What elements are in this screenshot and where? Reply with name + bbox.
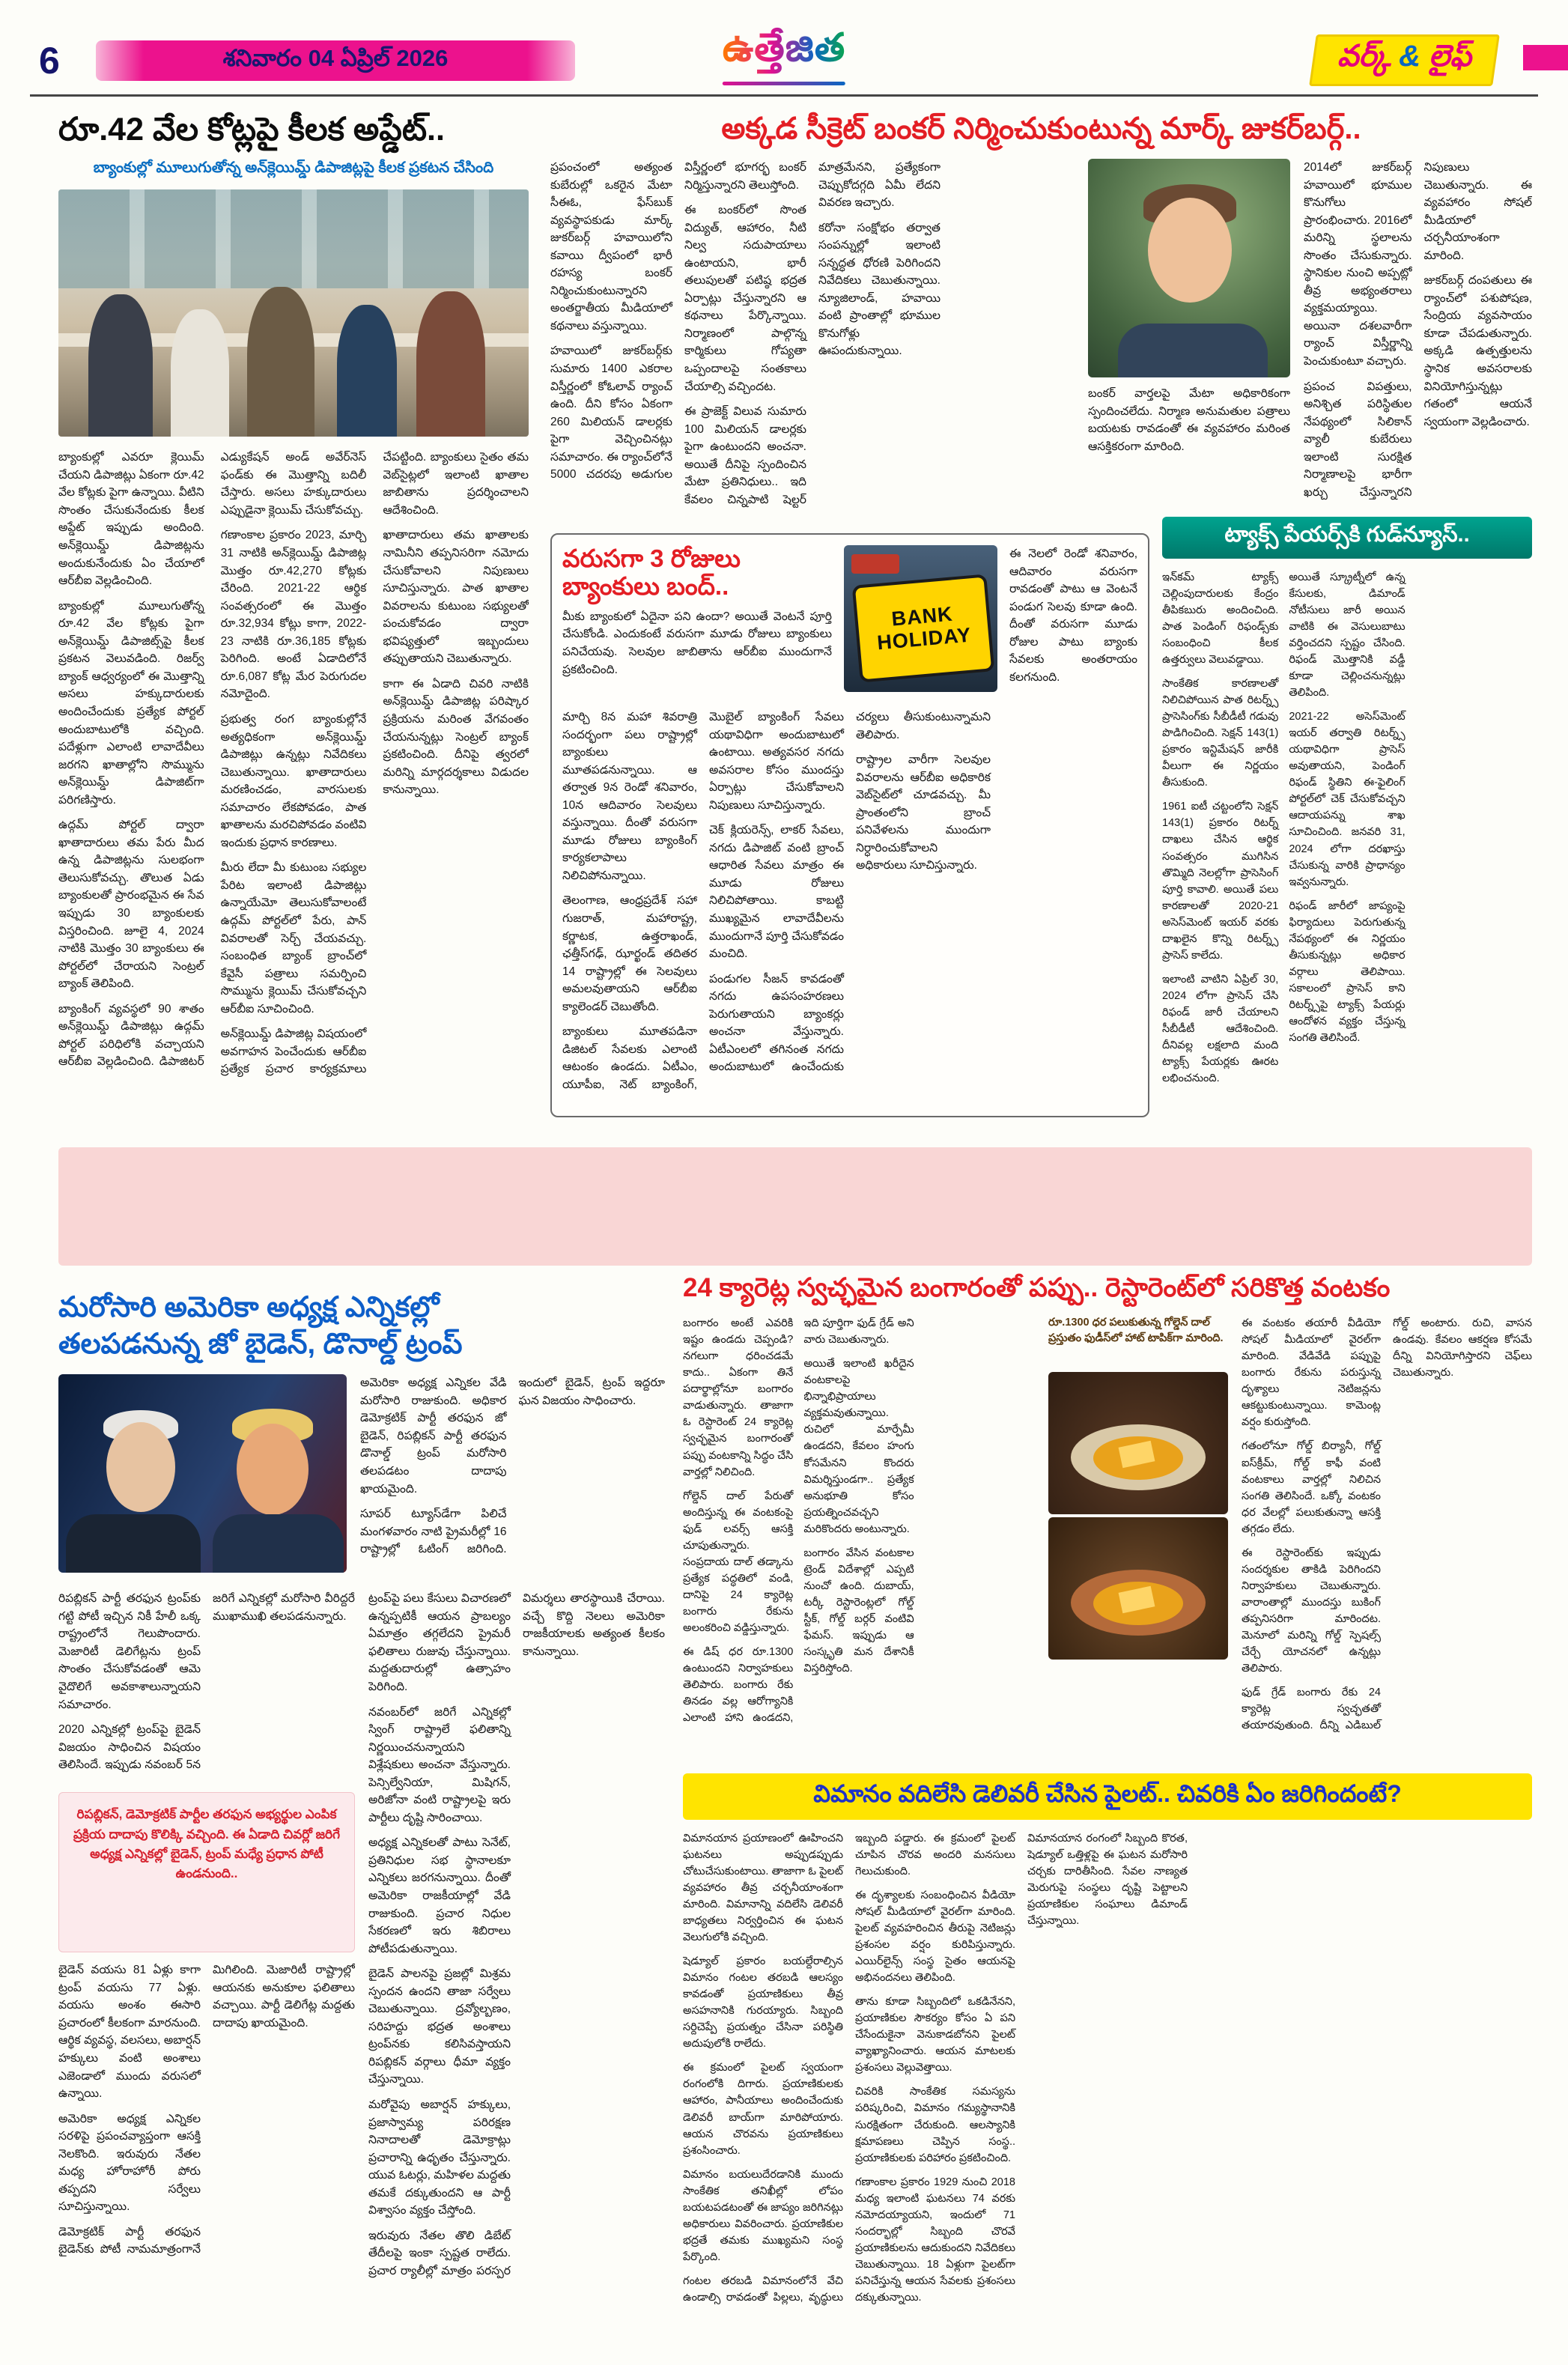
body-paragraph: గణాంకాల ప్రకారం 1929 నుంచి 2018 మధ్య ఇలాంటి ఘటనలు 74 వరకు నమోదయ్యాయని, ఇందులో 71 సందర్భాల్లో సిబ్బంది చొరవే ప్రయాణికులను ఆదుకుందని నివేదికలు చెబుతున్నాయి. 18 ఏళ్లుగా పైలట్‌గా పనిచేస్తున్న ఆయన సేవలకు ప్రశంసలు దక్కుతున్నాయి. xyxy=(855,2176,1015,2304)
body-paragraph: గోల్డెన్ దాల్ పేరుతో అందిస్తున్న ఈ వంటకంపై ఫుడ్ లవర్స్ ఆసక్తి చూపుతున్నారు. సంప్రదాయ దాల్ తడ్కాను ప్రత్యేక పద్ధతిలో వండి, దానిపై 24 క్యారెట్ల బంగారు రేకును అలంకరించి వడ్డిస్తున్నారు. xyxy=(683,1490,794,1634)
body-paragraph: గతంలోనూ గోల్డ్ బిర్యానీ, గోల్డ్ ఐస్‌క్రీమ్, గోల్డ్ కాఫీ వంటి వంటకాలు వార్తల్లో నిలిచిన సంగతి తెలిసిందే. ఒక్కో వంటకం ధర వేలల్లో పలుకుతున్నా ఆసక్తి తగ్గడం లేదు. xyxy=(1242,1440,1381,1535)
badge-word-right: లైఫ్ xyxy=(1420,40,1471,73)
date-text: శనివారం 04 ఏప్రిల్ 2026 xyxy=(222,44,449,71)
body-paragraph: పండుగల సీజన్ కావడంతో నగదు ఉపసంహరణలు పెరుగుతాయని బ్యాంకర్లు అంచనా వేస్తున్నారు. ఏటీఎంలలో తగినంత నగదు అందుబాటులో ఉంచేందుకు చర్యలు తీసుకుంటున్నామని తెలిపారు. xyxy=(709,711,991,1074)
body-paragraph: షెడ్యూల్ ప్రకారం బయల్దేరాల్సిన విమానం గంటల తరబడి ఆలస్యం కావడంతో ప్రయాణికులు తీవ్ర అసహనానికి గురయ్యారు. సిబ్బంది సర్దిచెప్పే ప్రయత్నం చేసినా పరిస్థితి అదుపులోకి రాలేదు. xyxy=(683,1955,843,2050)
article-pilot xyxy=(683,1773,1532,2313)
person-silhouette xyxy=(88,294,153,437)
body-paragraph: అయితే ఇలాంటి ఖరీదైన వంటకాలపై భిన్నాభిప్రాయాలు వ్యక్తమవుతున్నాయి. రుచిలో మార్పేమీ ఉండదని, కేవలం హంగు కోసమేనని కొందరు విమర్శిస్తుండగా.. ప్రత్యేక అనుభూతి కోసం ప్రయత్నించవచ్చని మరికొందరు అంటున్నారు. xyxy=(803,1358,914,1535)
page-number: 6 xyxy=(39,40,60,82)
body-paragraph: ప్రపంచ విపత్తులు, అనిశ్చిత పరిస్థితుల నేపథ్యంలో సిలికాన్ వ్యాలీ కుబేరులు ఇలాంటి సురక్షిత నిర్మాణాలపై భారీగా ఖర్చు చేస్తున్నారని నిపుణులు చెబుతున్నారు. ఈ వ్యవహారం సోషల్ మీడియాలో చర్చనీయాంశంగా మారింది. xyxy=(1304,161,1532,499)
masthead-logo xyxy=(723,25,845,85)
date-banner xyxy=(96,40,575,81)
body-paragraph: ఉద్గమ్ పోర్టల్ ద్వారా ఖాతాదారులు తమ పేరు మీద ఉన్న డిపాజిట్లను సులభంగా తెలుసుకోవచ్చు. తొలుత ఏడు బ్యాంకులతో ప్రారంభమైన ఈ సేవ ఇప్పుడు 30 బ్యాంకులకు విస్తరించింది. జూలై 4, 2024 నాటికి మొత్తం 30 బ్యాంకులు ఈ పోర్టల్‌లో చేరాయని సెంట్రల్ బ్యాంక్ తెలిపింది. xyxy=(58,819,204,991)
bank-holiday-headline: వరుసగా 3 రోజులు బ్యాంకులు బంద్.. xyxy=(562,544,741,600)
body-paragraph: బంగారం అంటే ఎవరికి ఇష్టం ఉండదు చెప్పండి? నగలుగా ధరించడమే కాదు.. ఏకంగా తినే పదార్థాల్లోనూ బంగారం వాడుతున్నారు. తాజాగా ఓ రెస్టారెంట్ 24 క్యారెట్ల స్వచ్ఛమైన బంగారంతో పప్పు వంటకాన్ని సిద్ధం చేసి వార్తల్లో నిలిచింది. xyxy=(683,1317,794,1478)
body-paragraph: ఈ క్రమంలో పైలట్ స్వయంగా రంగంలోకి దిగారు. ప్రయాణికులకు ఆహారం, పానీయాలు అందించేందుకు డెలివరీ బాయ్‌గా మారిపోయారు. ఆయన చొరవను ప్రయాణికులు ప్రశంసించారు. xyxy=(683,2062,843,2157)
bank-customers-photo xyxy=(58,189,529,437)
body-paragraph: ప్రపంచంలో అత్యంత కుబేరుల్లో ఒకరైన మేటా సీఈఓ, ఫేస్‌బుక్ వ్యవస్థాపకుడు మార్క్ జుకర్‌బర్గ్ హవాయిలోని కవాయి ద్వీపంలో భారీ రహస్య బంకర్ నిర్మించుకుంటున్నారని అంతర్జాతీయ మీడియాలో కథనాలు వస్తున్నాయి. xyxy=(550,161,672,333)
body-paragraph: 1961 ఐటీ చట్టంలోని సెక్షన్ 143(1) ప్రకారం రిటర్న్ దాఖలు చేసిన ఆర్థిక సంవత్సరం ముగిసిన తొమ్మిది నెలల్లోగా ప్రాసెసింగ్ పూర్తి కావాలి. అయితే పలు కారణాలతో 2020-21 అసెస్‌మెంట్ ఇయర్ వరకు దాఖలైన కొన్ని రిటర్న్స్ ప్రాసెస్ కాలేదు. xyxy=(1162,801,1279,962)
body-paragraph: జుకర్‌బర్గ్ దంపతులు ఈ ర్యాంచ్‌లో పశుపోషణ, సేంద్రియ వ్యవసాయం కూడా చేపడుతున్నారు. అక్కడి ఉత్పత్తులను స్థానిక అవసరాలకు వినియోగిస్తున్నట్లు గతంలో ఆయనే స్వయంగా వెల్లడించారు. xyxy=(1423,274,1532,428)
zuckerberg-body-mid xyxy=(1088,385,1290,497)
body-paragraph: బంకర్ వార్తలపై మేటా అధికారికంగా స్పందించలేదు. నిర్మాణ అనుమతుల పత్రాలు బయటకు రావడంతో ఈ వ్యవహారం మరింత ఆసక్తికరంగా మారింది. xyxy=(1088,387,1290,453)
sign-line-2: HOLIDAY xyxy=(876,623,973,655)
article-deposits xyxy=(58,112,529,1085)
bus-icon xyxy=(851,554,899,574)
body-paragraph: కాగా ఈ ఏడాది చివరి నాటికి అన్‌క్లెయిమ్డ్ డిపాజిట్ల పరిష్కార ప్రక్రియను మరింత వేగవంతం చేయనున్నట్లు సెంట్రల్ బ్యాంక్ ప్రకటించింది. దీనిపై త్వరలో మరిన్ని మార్గదర్శకాలు విడుదల కానున్నాయి. xyxy=(383,677,529,797)
us-election-headline xyxy=(58,1290,665,1362)
body-paragraph: బైడెన్ వయసు 81 ఏళ్లు కాగా ట్రంప్ వయసు 77 ఏళ్లు. వయసు అంశం ఈసారి ప్రచారంలో కీలకంగా మారనుంది. ఆర్థిక వ్యవస్థ, వలసలు, అబార్షన్ హక్కులు వంటి అంశాలు ఎజెండాలో ముందు వరుసలో ఉన్నాయి. xyxy=(58,1964,201,2101)
portrait-face xyxy=(1148,198,1232,303)
bank-glass-partition xyxy=(58,189,529,288)
deposits-body xyxy=(58,449,529,1085)
us-headline-line2: తలపడనున్న జో బైడెన్, డొనాల్డ్ ట్రంప్ xyxy=(58,1328,463,1360)
body-paragraph: బైడెన్ పాలనపై ప్రజల్లో మిశ్రమ స్పందన ఉందని తాజా సర్వేలు చెబుతున్నాయి. ద్రవ్యోల్బణం, సరిహద్దు భద్రత అంశాలు ట్రంప్‌నకు కలిసివస్తాయని రిపబ్లికన్ వర్గాలు ధీమా వ్యక్తం చేస్తున్నాయి. xyxy=(368,1967,511,2086)
body-paragraph: బంగారం వేసిన వంటకాల ట్రెండ్ విదేశాల్లో ఎప్పటి నుంచో ఉంది. దుబాయ్, టర్కీ రెస్టారెంట్లలో గోల్డ్ స్టీక్, గోల్డ్ బర్గర్ వంటివి ఫేమస్. ఇప్పుడు ఆ సంస్కృతి మన దేశానికీ విస్తరిస్తోంది. xyxy=(803,1546,914,1675)
body-paragraph: సూపర్ ట్యూస్‌డేగా పిలిచే మంగళవారం నాటి ప్రైమరీల్లో 16 రాష్ట్రాల్లో ఓటింగ్ జరిగింది. ఇందులో బైడెన్, ట్రంప్ ఇద్దరూ ఘన విజయం సాధించారు. xyxy=(360,1376,665,1556)
deposits-headline: రూ.42 వేల కోట్లపై కీలక అప్డేట్.. xyxy=(58,112,445,148)
badge-tail-strip xyxy=(1523,45,1568,70)
us-election-pullquote: రిపబ్లికన్, డెమోక్రటిక్ పార్టీల తరఫున అభ్యర్థుల ఎంపిక ప్రక్రియ దాదాపు కొలిక్కి వచ్చింది. ఈ ఏడాది చివర్లో జరిగే అధ్యక్ష ఎన్నికల్లో బైడెన్, ట్రంప్ మధ్యే ప్రధాన పోటీ ఉండనుంది.. xyxy=(58,1792,355,1952)
taxpayers-body xyxy=(1162,569,1532,1113)
zuckerberg-headline: అక్కడ సీక్రెట్ బంకర్ నిర్మించుకుంటున్న మార్క్ జుకర్‌బర్గ్.. xyxy=(721,112,1361,145)
body-paragraph: 2021-22 అసెస్‌మెంట్ ఇయర్ తర్వాతి రిటర్న్స్ యథావిధిగా ప్రాసెస్ అవుతాయని, పెండింగ్ రిఫండ్ స్థితిని ఈ-ఫైలింగ్ పోర్టల్‌లో చెక్ చేసుకోవచ్చని ఆదాయపన్ను శాఖ సూచించింది. జనవరి 31, 2024 లోగా దరఖాస్తు చేసుకున్న వారికి ప్రాధాన్యం ఇవ్వనున్నారు. xyxy=(1289,711,1406,888)
ad-placeholder-band xyxy=(58,1147,1532,1266)
taxpayers-headline: ట్యాక్స్ పేయర్స్‌కి గుడ్‌న్యూస్.. xyxy=(1224,523,1470,547)
body-paragraph: ఈ బంకర్‌లో సొంత విద్యుత్, ఆహారం, నీటి నిల్వ సదుపాయాలు ఉంటాయని, భారీ తలుపులతో పటిష్ఠ భద్రత ఏర్పాట్లు చేస్తున్నారని ఆ కథనాలు పేర్కొన్నాయి. నిర్మాణంలో పాల్గొన్న కార్మికులు గోప్యతా ఒప్పందాలపై సంతకాలు చేయాల్సి వచ్చిందట. xyxy=(684,204,806,393)
person-silhouette xyxy=(171,309,229,437)
article-zuckerberg xyxy=(550,112,1532,511)
body-paragraph: విమానయాన రంగంలో సిబ్బంది కొరత, షెడ్యూల్ ఒత్తిళ్లపై ఈ ఘటన మరోసారి చర్చకు దారితీసింది. సేవల నాణ్యత మెరుగుపై సంస్థలు దృష్టి పెట్టాలని ప్రయాణికుల సంఘాలు డిమాండ్ చేస్తున్నాయి. xyxy=(1027,1833,1188,1928)
body-paragraph: నవంబర్‌లో జరిగే ఎన్నికల్లో స్వింగ్ రాష్ట్రాలే ఫలితాన్ని నిర్ణయించనున్నాయని విశ్లేషకులు అంచనా వేస్తున్నారు. పెన్సిల్వేనియా, మిషిగన్, అరిజోనా వంటి రాష్ట్రాలపై ఇరు పార్టీలు దృష్టి సారించాయి. xyxy=(368,1705,511,1824)
person-silhouette xyxy=(416,291,485,437)
body-paragraph: తెలంగాణ, ఆంధ్రప్రదేశ్ సహా గుజరాత్, మహారాష్ట్ర, కర్ణాటక, ఉత్తరాఖండ్, ఛత్తీస్‌గఢ్, ఝార్ఖండ్ తదితర 14 రాష్ట్రాల్లో ఈ సెలవులు అమలవుతాయని ఆర్‌బీఐ క్యాలెండర్ చెబుతోంది. xyxy=(562,894,697,1013)
body-paragraph: ఖాతాదారులు తమ ఖాతాలకు నామినీని తప్పనిసరిగా నమోదు చేసుకోవాలని నిపుణులు సూచిస్తున్నారు. పాత ఖాతాల వివరాలను కుటుంబ సభ్యులతో పంచుకోవడం ద్వారా భవిష్యత్తులో ఇబ్బందులు తప్పుతాయని చెబుతున్నారు. xyxy=(383,529,529,666)
us-election-right-cols xyxy=(368,1590,665,2294)
biden-trump-photo xyxy=(58,1374,347,1573)
body-paragraph: విమానయాన ప్రయాణంలో ఊహించని ఘటనలు అప్పుడప్పుడు చోటుచేసుకుంటాయి. తాజాగా ఓ పైలట్ వ్యవహారం తీవ్ర చర్చనీయాంశంగా మారింది. విమానాన్ని వదిలేసి డెలివరీ బాధ్యతలు నిర్వర్తించిన ఈ ఘటన వెలుగులోకి వచ్చింది. xyxy=(683,1833,843,1944)
body-paragraph: ప్రభుత్వ రంగ బ్యాంకుల్లోనే అత్యధికంగా అన్‌క్లెయిమ్డ్ డిపాజిట్లు ఉన్నట్లు నివేదికలు చెబుతున్నాయి. ఖాతాదారులు మరణించడం, వారసులకు సమాచారం లేకపోవడం, పాత ఖాతాలను మరచిపోవడం వంటివి ఇందుకు ప్రధాన కారణాలు. xyxy=(220,712,367,849)
bank-holiday-sign-photo xyxy=(844,545,997,692)
header-divider xyxy=(30,94,1538,97)
body-paragraph: విమానం బయలుదేరడానికి ముందు సాంకేతిక తనిఖీల్లో లోపం బయటపడటంతో ఈ జాప్యం జరిగినట్లు అధికారులు వివరించారు. ప్రయాణికుల భద్రతే తమకు ముఖ్యమని సంస్థ పేర్కొంది. xyxy=(683,2168,843,2263)
body-paragraph: 2014లో జుకర్‌బర్గ్ హవాయిలో భూముల కొనుగోలు ప్రారంభించారు. 2016లో మరిన్ని స్థలాలను సొంతం చేసుకున్నారు. స్థానికుల నుంచి అప్పట్లో తీవ్ర అభ్యంతరాలు వ్యక్తమయ్యాయి. అయినా దశలవారీగా ర్యాంచ్ విస్తీర్ణాన్ని పెంచుకుంటూ వచ్చారు. xyxy=(1304,161,1412,368)
body-paragraph: గణాంకాల ప్రకారం 2023, మార్చి 31 నాటికి అన్‌క్లెయిమ్డ్ డిపాజిట్ల మొత్తం రూ.42,270 కోట్లకు చేరింది. 2021-22 ఆర్థిక సంవత్సరంలో ఈ మొత్తం రూ.32,934 కోట్లు కాగా, 2022-23 నాటికి రూ.36,185 కోట్లకు పెరిగింది. అంటే ఏడాదిలోనే రూ.6,087 కోట్ల మేర పెరుగుదల నమోదైంది. xyxy=(220,529,367,701)
body-paragraph: రిఫండ్ జారీలో జాప్యంపై ఫిర్యాదులు పెరుగుతున్న నేపథ్యంలో ఈ నిర్ణయం తీసుకున్నట్లు అధికార వర్గాలు తెలిపాయి. సకాలంలో ప్రాసెస్ కాని రిటర్న్స్‌పై ట్యాక్స్ పేయర్లు ఆందోళన వ్యక్తం చేస్తున్న సంగతి తెలిసిందే. xyxy=(1289,899,1406,1044)
body-paragraph: ఇన్‌కమ్ ట్యాక్స్ చెల్లింపుదారులకు కేంద్రం తీపికబురు అందించింది. పాత పెండింగ్ రిఫండ్స్‌కు సంబంధించి కీలక ఉత్తర్వులు వెలువడ్డాయి. xyxy=(1162,571,1279,667)
holiday-sign-plate xyxy=(852,574,995,682)
badge-word-left: వర్క్ xyxy=(1337,40,1400,73)
body-paragraph: అధ్యక్ష ఎన్నికలతో పాటు సెనేట్, ప్రతినిధుల సభ స్థానాలకూ ఎన్నికలు జరగనున్నాయి. దీంతో అమెరికా రాజకీయాల్లో వేడి రాజుకుంది. ప్రచార నిధుల సేకరణలో ఇరు శిబిరాలు పోటీపడుతున్నాయి. xyxy=(368,1836,511,1955)
gold-dal-caption: రూ.1300 ధర పలుకుతున్న గోల్డెన్ దాల్ ప్రస్తుతం ఫుడీస్‌లో హాట్ టాపిక్‌గా మారింది. xyxy=(1048,1317,1224,1344)
gold-dal-body-left xyxy=(683,1315,1035,1743)
bank-holiday-lead: మీకు బ్యాంకులో ఏదైనా పని ఉందా? అయితే వెంటనే పూర్తి చేసుకోండి. ఎందుకంటే వరుసగా మూడు రోజులు బ్యాంకులు పనిచేయవు. సెలవుల జాబితాను ఆర్‌బీఐ ముందుగానే ప్రకటించింది. xyxy=(562,610,832,676)
badge-ampersand: & xyxy=(1399,40,1421,73)
body-paragraph: ఈ దృశ్యాలకు సంబంధించిన వీడియో సోషల్ మీడియాలో వైరల్‌గా మారింది. పైలట్ వ్యవహరించిన తీరుపై నెటిజన్లు ప్రశంసల వర్షం కురిపిస్తున్నారు. ఎయిర్‌లైన్స్ సంస్థ సైతం ఆయనపై అభినందనలు తెలిపింది. xyxy=(855,1889,1015,1985)
body-paragraph: రాష్ట్రాల వారీగా సెలవుల వివరాలను ఆర్‌బీఐ అధికారిక వెబ్‌సైట్‌లో చూడవచ్చు. మీ ప్రాంతంలోని బ్రాంచ్ పనివేళలను ముందుగా నిర్ధారించుకోవాలని అధికారులు సూచిస్తున్నారు. xyxy=(856,753,991,872)
body-paragraph: తాను కూడా సిబ్బందిలో ఒకడినేనని, ప్రయాణికుల సౌకర్యం కోసం ఏ పని చేసేందుకైనా వెనుకాడబోనని పైలట్ వ్యాఖ్యానించారు. ఆయన మాటలకు ప్రశంసలు వెల్లువెత్తాయి. xyxy=(855,1996,1015,2074)
body-paragraph: అమెరికా అధ్యక్ష ఎన్నికల వేడి మరోసారి రాజుకుంది. అధికార డెమోక్రటిక్ పార్టీ తరఫున జో బైడెన్, రిపబ్లికన్ పార్టీ తరఫున డొనాల్డ్ ట్రంప్ మరోసారి తలపడటం దాదాపు ఖాయమైంది. xyxy=(360,1376,507,1496)
us-election-intro xyxy=(360,1374,665,1578)
sign-line-1: BANK xyxy=(890,602,954,631)
person-silhouette xyxy=(247,287,314,437)
trump-face xyxy=(237,1424,309,1515)
trump-suit xyxy=(213,1514,344,1573)
us-headline-line1: మరోసారి అమెరికా అధ్యక్ష ఎన్నికల్లో xyxy=(58,1292,440,1323)
pilot-body xyxy=(683,1830,1532,2313)
body-paragraph: మీరు లేదా మీ కుటుంబ సభ్యుల పేరిట ఇలాంటి డిపాజిట్లు ఉన్నాయేమో తెలుసుకోవాలంటే ఉద్గమ్ పోర్టల్‌లో పేరు, పాన్ వివరాలతో సెర్చ్ చేయవచ్చు. సంబంధిత బ్యాంక్ బ్రాంచ్‌లో కేవైసీ పత్రాలు సమర్పించి సొమ్మును క్లెయిమ్ చేసుకోవచ్చని ఆర్‌బీఐ సూచించింది. xyxy=(220,861,367,1015)
body-paragraph: ఈ డిష్ ధర రూ.1300 ఉంటుందని నిర్వాహకులు తెలిపారు. బంగారు రేకు తినడం వల్ల ఆరోగ్యానికి ఎలాంటి హాని ఉండదని, ఇది పూర్తిగా ఫుడ్ గ్రేడ్ అని వారు చెబుతున్నారు. xyxy=(683,1317,914,1724)
article-bank-holiday xyxy=(550,533,1149,1117)
bank-holiday-body xyxy=(562,708,1137,1098)
body-paragraph: అయితే స్క్రూట్నీలో ఉన్న కేసులకు, డిమాండ్ నోటీసులు జారీ అయిన వాటికి ఈ వెసులుబాటు వర్తించదని స్పష్టం చేసింది. రిఫండ్ మొత్తానికి వడ్డీ కూడా చెల్లించనున్నట్లు తెలిపింది. xyxy=(1289,571,1406,699)
body-paragraph: ఫుడ్ గ్రేడ్ బంగారు రేకు 24 క్యారెట్ల స్వచ్ఛతతో తయారవుతుంది. దీన్ని ఎడిబుల్ గోల్డ్ అంటారు. రుచి, వాసన ఉండవు. కేవలం ఆకర్షణ కోసమే దీన్ని వినియోగిస్తారని చెఫ్‌లు చెబుతున్నారు. xyxy=(1242,1317,1532,1731)
gold-dal-photo-1 xyxy=(1048,1372,1228,1514)
gold-dal-body-right xyxy=(1242,1315,1532,1743)
masthead-title: ఉత్తేజిత xyxy=(723,25,845,80)
article-gold-dal xyxy=(683,1273,1532,1743)
body-paragraph: ట్రంప్‌పై పలు కేసులు విచారణలో ఉన్నప్పటికీ ఆయన ప్రాబల్యం ఏమాత్రం తగ్గలేదని ప్రైమరీ ఫలితాలు రుజువు చేస్తున్నాయి. మద్దతుదారుల్లో ఉత్సాహం పెరిగింది. xyxy=(368,1592,511,1693)
deposits-subhead: బ్యాంకుల్లో మూలుగుతోన్న అన్‌క్లెయిమ్డ్ డిపాజిట్లపై కీలక ప్రకటన చేసింది xyxy=(93,160,494,177)
bank-holiday-side-text: ఈ నెలలో రెండో శనివారం, ఆదివారం వరుసగా రావడంతో పాటు ఆ వెంటనే పండుగ సెలవు కూడా ఉంది. దీంతో వరుసగా మూడు రోజుల పాటు బ్యాంకు సేవలకు అంతరాయం కలగనుంది. xyxy=(1009,547,1137,684)
taxpayers-header-bar xyxy=(1162,517,1532,559)
body-paragraph: గంటల తరబడి విమానంలోనే వేచి ఉండాల్సి రావడంతో పిల్లలు, వృద్ధులు ఇబ్బంది పడ్డారు. ఈ క్రమంలో పైలట్ చూపిన చొరవ అందరి మనసులు గెలుచుకుంది. xyxy=(683,1833,1015,2304)
body-paragraph: మార్చి 8న మహా శివరాత్రి సందర్భంగా పలు రాష్ట్రాల్లో బ్యాంకులు మూతపడనున్నాయి. ఆ తర్వాత 9న రెండో శనివారం, 10న ఆదివారం సెలవులు వస్తున్నాయి. దీంతో వరుసగా మూడు రోజులు బ్యాంకింగ్ కార్యకలాపాలు నిలిచిపోనున్నాయి. xyxy=(562,711,697,882)
gold-dal-headline: 24 క్యారెట్ల స్వచ్ఛమైన బంగారంతో పప్పు.. రెస్టారెంట్‌లో సరికొత్త వంటకం xyxy=(683,1273,1391,1302)
pilot-header-bar xyxy=(683,1773,1532,1820)
body-paragraph: బ్యాంకింగ్ వ్యవస్థలో 90 శాతం అన్‌క్లెయిమ్డ్ డిపాజిట్లు ఉద్గమ్ పోర్టల్ పరిధిలోకి వచ్చాయని ఆర్‌బీఐ వెల్లడించింది. డిపాజిటర్ ఎడ్యుకేషన్ అండ్ అవేర్‌నెస్ ఫండ్‌కు ఈ మొత్తాన్ని బదిలీ చేస్తారు. అసలు హక్కుదారులు ఎప్పుడైనా క్లెయిమ్ చేసుకోవచ్చు. xyxy=(58,451,367,1069)
body-paragraph: చెక్ క్లియరెన్స్, లాకర్ సేవలు, నగదు డిపాజిట్ వంటి బ్రాంచ్ ఆధారిత సేవలు మాత్రం ఈ మూడు రోజులు నిలిచిపోతాయి. కాబట్టి ముఖ్యమైన లావాదేవీలను ముందుగానే పూర్తి చేసుకోవడం మంచిది. xyxy=(709,824,844,961)
body-paragraph: బ్యాంకుల్లో ఎవరూ క్లెయిమ్ చేయని డిపాజిట్లు ఏకంగా రూ.42 వేల కోట్లకు పైగా ఉన్నాయి. వీటిని సొంతం చేసుకునేందుకు కీలక అప్డేట్ ఇప్పుడు అందింది. అన్‌క్లెయిమ్డ్ డిపాజిట్లను అందుకునేందుకు ఏం చేయాలో ఆర్‌బీఐ వెల్లడించింది. xyxy=(58,451,204,588)
biden-suit xyxy=(66,1514,201,1573)
zuckerberg-photo xyxy=(1088,159,1290,377)
body-paragraph: రిపబ్లికన్ పార్టీ తరఫున ట్రంప్‌కు గట్టి పోటీ ఇచ్చిన నికీ హేలీ ఒక్క రాష్ట్రంలోనే గెలుపొందారు. మెజారిటీ డెలిగేట్లను ట్రంప్ సొంతం చేసుకోవడంతో ఆమె వైదొలిగే అవకాశాలున్నాయని సమాచారం. xyxy=(58,1592,201,1711)
us-election-col-bottom xyxy=(58,1961,355,2276)
article-taxpayers xyxy=(1162,517,1532,1113)
section-badge xyxy=(1309,34,1500,86)
body-paragraph: మరోవైపు అబార్షన్ హక్కులు, ప్రజాస్వామ్య పరిరక్షణ నినాదాలతో డెమోక్రాట్లు ప్రచారాన్ని ఉధృతం చేస్తున్నారు. యువ ఓటర్లు, మహిళల మద్దతు తమకే దక్కుతుందని ఆ పార్టీ విశ్వాసం వ్యక్తం చేస్తోంది. xyxy=(368,2098,511,2217)
body-paragraph: డెమోక్రటిక్ పార్టీ తరఫున బైడెన్‌కు పోటీ నామమాత్రంగానే మిగిలింది. మెజారిటీ రాష్ట్రాల్లో ఆయనకు అనుకూల ఫలితాలు వచ్చాయి. పార్టీ డెలిగేట్ల మద్దతు దాదాపు ఖాయమైంది. xyxy=(58,1964,355,2256)
body-paragraph: ఇరువురు నేతల తొలి డిబేట్ తేదీలపై ఇంకా స్పష్టత రాలేదు. ప్రచార ర్యాలీల్లో మాత్రం పరస్పర విమర్శలు తారస్థాయికి చేరాయి. వచ్చే కొద్ది నెలలు అమెరికా రాజకీయాలకు అత్యంత కీలకం కానున్నాయి. xyxy=(368,1592,665,2277)
zuckerberg-body-left xyxy=(550,159,1075,511)
body-paragraph: కరోనా సంక్షోభం తర్వాత సంపన్నుల్లో ఇలాంటి సన్నద్ధత ధోరణి పెరిగిందని నివేదికలు చెబుతున్నాయి. న్యూజిలాండ్, హవాయి వంటి ప్రాంతాల్లో భూముల కొనుగోళ్లు ఊపందుకున్నాయి. xyxy=(818,221,941,358)
body-paragraph: అన్‌క్లెయిమ్డ్ డిపాజిట్ల విషయంలో అవగాహన పెంచేందుకు ఆర్‌బీఐ ప్రత్యేక ప్రచార కార్యక్రమాలు చేపట్టింది. బ్యాంకులు సైతం తమ వెబ్‌సైట్లలో ఇలాంటి ఖాతాల జాబితాను ప్రదర్శించాలని ఆదేశించింది. xyxy=(220,451,529,1076)
portrait-shirt xyxy=(1118,324,1268,377)
gold-dal-photo-2 xyxy=(1048,1517,1228,1660)
zuckerberg-body-right xyxy=(1304,159,1532,511)
body-paragraph: ఈ రెస్టారెంట్‌కు ఇప్పుడు సందర్శకుల తాకిడి పెరిగిందని నిర్వాహకులు చెబుతున్నారు. వారాంతాల్లో ముందస్తు బుకింగ్ తప్పనిసరిగా మారిందట. మెనూలో మరిన్ని గోల్డ్ స్పెషల్స్ చేర్చే యోచనలో ఉన్నట్లు తెలిపారు. xyxy=(1242,1546,1381,1675)
body-paragraph: ఈ ప్రాజెక్ట్ విలువ సుమారు 100 మిలియన్ డాలర్లకు పైగా ఉంటుందని అంచనా. అయితే దీనిపై స్పందించిన మేటా ప్రతినిధులు.. ఇది కేవలం చిన్నపాటి షెల్టర్ మాత్రమేనని, ప్రత్యేకంగా చెప్పుకోదగ్గది ఏమీ లేదని వివరణ ఇచ్చారు. xyxy=(684,161,941,506)
article-us-election xyxy=(58,1290,665,2294)
body-paragraph: అమెరికా అధ్యక్ష ఎన్నికల సరళిపై ప్రపంచవ్యాప్తంగా ఆసక్తి నెలకొంది. ఇరువురు నేతల మధ్య హోరాహోరీ పోరు తప్పదని సర్వేలు సూచిస్తున్నాయి. xyxy=(58,2112,201,2214)
person-silhouette xyxy=(337,305,397,437)
body-paragraph: చివరికి సాంకేతిక సమస్యను పరిష్కరించి, విమానం గమ్యస్థానానికి సురక్షితంగా చేరుకుంది. ఆలస్యానికి క్షమాపణలు చెప్పిన సంస్థ.. ప్రయాణికులకు పరిహారం ప్రకటించింది. xyxy=(855,2086,1015,2164)
body-paragraph: 2020 ఎన్నికల్లో ట్రంప్‌పై బైడెన్ విజయం సాధించిన విషయం తెలిసిందే. ఇప్పుడు నవంబర్ 5న జరిగే ఎన్నికల్లో మరోసారి వీరిద్దరే ముఖాముఖి తలపడనున్నారు. xyxy=(58,1592,355,1772)
pilot-headline: విమానం వదిలేసి డెలివరీ చేసిన పైలట్.. చివరికి ఏం జరిగిందంటే? xyxy=(813,1779,1402,1807)
body-paragraph: బ్యాంకుల్లో మూలుగుతోన్న రూ.42 వేల కోట్లకు పైగా అన్‌క్లెయిమ్డ్ డిపాజిట్స్‌పై కీలక ప్రకటన వెలువడింది. రిజర్వ్ బ్యాంక్ ఆధ్వర్యంలో ఈ మొత్తాన్ని అసలు హక్కుదారులకు అందించేందుకు ప్రత్యేక పోర్టల్ అందుబాటులోకి వచ్చింది. పదేళ్లుగా ఎలాంటి లావాదేవీలు జరగని ఖాతాల్లోని సొమ్మును అన్‌క్లెయిమ్డ్ డిపాజిట్‌గా పరిగణిస్తారు. xyxy=(58,599,204,807)
body-paragraph: ఈ వంటకం తయారీ వీడియో సోషల్ మీడియాలో వైరల్‌గా మారింది. వేడివేడి పప్పుపై బంగారు రేకును పరుస్తున్న దృశ్యాలు నెటిజన్లను ఆకట్టుకుంటున్నాయి. కామెంట్ల వర్షం కురుస్తోంది. xyxy=(1242,1317,1381,1429)
body-paragraph: సాంకేతిక కారణాలతో నిలిచిపోయిన పాత రిటర్న్స్ ప్రాసెసింగ్‌కు సీబీడీటీ గడువు పొడిగించింది. సెక్షన్ 143(1) ప్రకారం ఇన్టిమేషన్ జారీకి వీలుగా ఈ నిర్ణయం తీసుకుంది. xyxy=(1162,678,1279,789)
masthead-underline xyxy=(723,82,845,85)
body-paragraph: బ్యాంకులు మూతపడినా డిజిటల్ సేవలకు ఎలాంటి ఆటంకం ఉండదు. ఏటీఎం, యూపీఐ, నెట్ బ్యాంకింగ్, మొబైల్ బ్యాంకింగ్ సేవలు యథావిధిగా అందుబాటులో ఉంటాయి. అత్యవసర నగదు అవసరాల కోసం ముందస్తు ఏర్పాట్లు చేసుకోవాలని నిపుణులు సూచిస్తున్నారు. xyxy=(562,711,844,1091)
biden-face xyxy=(106,1422,175,1512)
us-election-col-top xyxy=(58,1590,355,1783)
body-paragraph: ఇలాంటి వాటిని ఏప్రిల్ 30, 2024 లోగా ప్రాసెస్ చేసి రిఫండ్ జారీ చేయాలని సీబీడీటీ ఆదేశించింది. దీనివల్ల లక్షలాది మంది ట్యాక్స్ పేయర్లకు ఊరట లభించనుంది. xyxy=(1162,973,1279,1084)
body-paragraph: హవాయిలో జుకర్‌బర్గ్‌కు సుమారు 1400 ఎకరాల విస్తీర్ణంలో కోఓలావ్ ర్యాంచ్ ఉంది. దీని కోసం ఏకంగా 260 మిలియన్ డాలర్లకు పైగా వెచ్చించినట్లు సమాచారం. ఈ ర్యాంచ్‌లోనే 5000 చదరపు అడుగుల విస్తీర్ణంలో భూగర్భ బంకర్ నిర్మిస్తున్నారని తెలుస్తోంది. xyxy=(550,161,806,482)
